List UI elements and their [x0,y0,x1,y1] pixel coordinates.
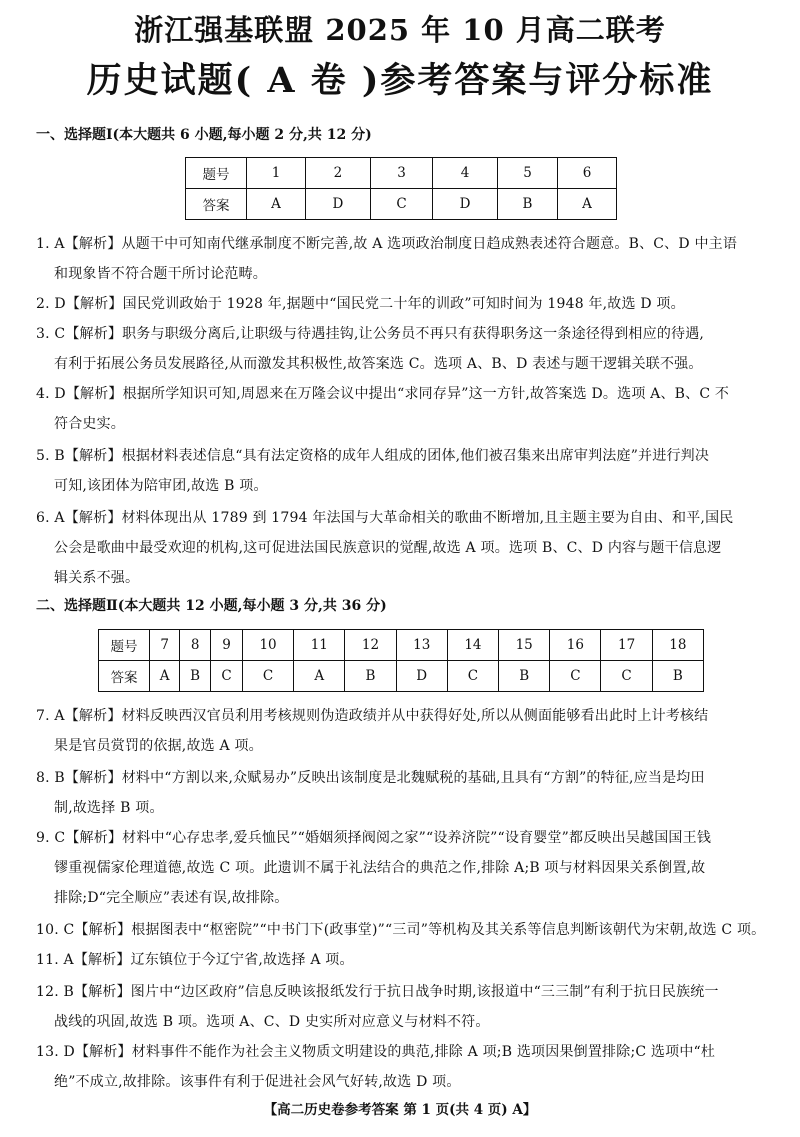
page-subtitle: 历史试题( A 卷 )参考答案与评分标准 [86,60,714,101]
item-text: 可知,该团体为陪审团,故选 B 项。 [54,478,268,494]
item-text: 符合史实。 [54,416,125,432]
table-cell: A [247,189,306,220]
explanation-item-2 [36,289,766,319]
item-text: 10. C【解析】根据图表中“枢密院”“中书门下(政事堂)”“三司”等机构及其关系等信息判断该朝代为宋朝,故选 C 项。 [36,922,766,938]
item-text: 绝”不成立,故排除。该事件有利于促进社会风气好转,故选 D 项。 [54,1074,461,1090]
table-cell: B [652,661,703,692]
item-text: 镠重视儒家伦理道德,故选 C 项。此遗训不属于礼法结合的典范之作,排除 A;B 项与材料因果关系倒置,故 [54,860,706,876]
table-cell: D [396,661,447,692]
table-cell: 15 [499,630,550,661]
table-cell: 5 [498,158,558,189]
table-cell: D [305,189,370,220]
explanation-item-8 [36,763,766,823]
item-text: 1. A【解析】从题干中可知南代继承制度不断完善,故 A 选项政治制度日趋成熟表述符合题意。B、C、D 中主语 [36,236,738,252]
table-cell: 9 [211,630,243,661]
section-heading-1: 一、选择题Ⅰ(本大题共 6 小题,每小题 2 分,共 12 分) [36,127,372,143]
table-cell: B [499,661,550,692]
table-cell: 答案 [99,661,150,692]
page-title: 浙江强基联盟 2025 年 10 月高二联考 [134,13,666,47]
item-text: 4. D【解析】根据所学知识可知,周恩来在万隆会议中提出“求同存异”这一方针,故答案选 D。选项 A、B、C 不 [36,386,730,402]
explanation-item-12 [36,977,766,1037]
table-cell: 8 [180,630,211,661]
item-text: 排除;D“完全顺应”表述有误,故排除。 [54,890,289,906]
table-row [99,630,704,661]
table-cell: 3 [370,158,432,189]
table-cell: B [498,189,558,220]
answer-table-2 [98,629,704,692]
table-cell: 6 [557,158,616,189]
item-text: 辑关系不强。 [54,570,140,586]
table-cell: 13 [396,630,447,661]
table-row [99,661,704,692]
item-text: 13. D【解析】材料事件不能作为社会主义物质文明建设的典范,排除 A 项;B 选项因果倒置排除;C 选项中“杜 [36,1044,716,1060]
answer-table-1 [185,157,617,220]
item-text: 6. A【解析】材料体现出从 1789 到 1794 年法国与大革命相关的歌曲不断增加,且主题主要为自由、和平,国民 [36,510,734,526]
table-cell: A [557,189,616,220]
item-text: 12. B【解析】图片中“边区政府”信息反映该报纸发行于抗日战争时期,该报道中“三三制”有利于抗日民族统一 [36,984,719,1000]
item-text: 9. C【解析】材料中“心存忠孝,爱兵恤民”“婚姻须择阀阅之家”“设养济院”“设育婴堂”都反映出吴越国国王钱 [36,830,712,846]
table-cell: 17 [601,630,652,661]
table-cell: 7 [150,630,180,661]
table-cell: A [150,661,180,692]
explanation-item-11 [36,945,766,975]
table-cell: 题号 [186,158,247,189]
table-cell: 14 [447,630,498,661]
explanation-item-7 [36,701,766,761]
explanation-item-6 [36,503,766,593]
item-text: 3. C【解析】职务与职级分离后,让职级与待遇挂钩,让公务员不再只有获得职务这一条途径得到相应的待遇, [36,326,705,342]
table-row [186,158,617,189]
item-text: 和现象皆不符合题干所讨论范畴。 [54,266,267,282]
item-text: 11. A【解析】辽东镇位于今辽宁省,故选择 A 项。 [36,952,354,968]
table-cell: D [433,189,498,220]
item-text: 8. B【解析】材料中“方割以来,众赋易办”反映出该制度是北魏赋税的基础,且具有“方割”的特征,应当是均田 [36,770,705,786]
table-cell: B [345,661,396,692]
item-text: 7. A【解析】材料反映西汉官员利用考核规则伪造政绩并从中获得好处,所以从侧面能够看出此时上计考核结 [36,708,709,724]
item-text: 5. B【解析】根据材料表述信息“具有法定资格的成年人组成的团体,他们被召集来出席审判法庭”并进行判决 [36,448,710,464]
table-cell: C [370,189,432,220]
explanation-item-9 [36,823,766,913]
table-cell: 1 [247,158,306,189]
table-cell: 10 [242,630,293,661]
table-cell: 2 [305,158,370,189]
table-cell: 12 [345,630,396,661]
item-text: 2. D【解析】国民党训政始于 1928 年,据题中“国民党二十年的训政”可知时间为 1948 年,故选 D 项。 [36,296,685,312]
item-text: 制,故选择 B 项。 [54,800,164,816]
explanation-item-5 [36,441,766,501]
table-cell: 题号 [99,630,150,661]
item-text: 公会是歌曲中最受欢迎的机构,这可促进法国民族意识的觉醒,故选 A 项。选项 B、C、D 内容与题干信息逻 [54,540,722,556]
table-cell: C [550,661,601,692]
table-row [186,189,617,220]
table-cell: C [601,661,652,692]
explanation-item-10 [36,915,766,945]
explanation-item-1 [36,229,766,289]
table-cell: C [242,661,293,692]
explanation-item-13 [36,1037,766,1097]
item-text: 战线的巩固,故选 B 项。选项 A、C、D 史实所对应意义与材料不符。 [54,1014,490,1030]
table-cell: C [211,661,243,692]
table-cell: A [294,661,345,692]
table-cell: 答案 [186,189,247,220]
table-cell: 4 [433,158,498,189]
item-text: 有利于拓展公务员发展路径,从而激发其积极性,故答案选 C。选项 A、B、D 表述与题干逻辑关联不强。 [54,356,703,372]
explanation-item-3 [36,319,766,379]
table-cell: 16 [550,630,601,661]
explanation-item-4 [36,379,766,439]
table-cell: 11 [294,630,345,661]
table-cell: B [180,661,211,692]
table-cell: 18 [652,630,703,661]
section-heading-2: 二、选择题Ⅱ(本大题共 12 小题,每小题 3 分,共 36 分) [36,598,387,614]
item-text: 果是官员赏罚的依据,故选 A 项。 [54,738,263,754]
table-cell: C [447,661,498,692]
page-footer: 【高二历史卷参考答案 第 1 页(共 4 页) A】 [263,1102,537,1118]
